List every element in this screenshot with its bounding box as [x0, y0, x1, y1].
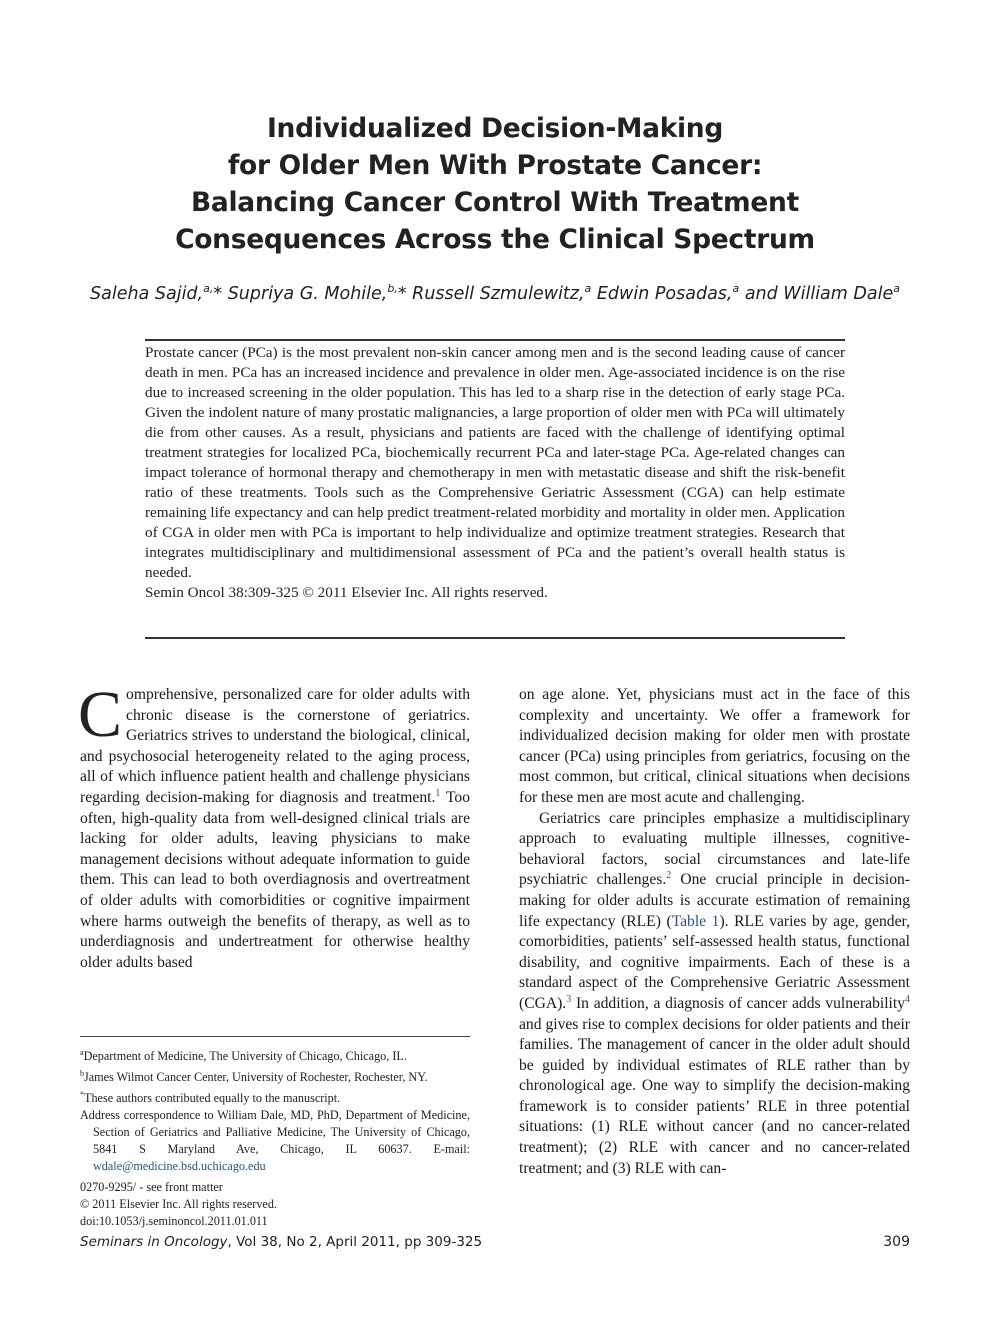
footnote-text: Department of Medicine, The University of Chicago, Chicago, IL. — [83, 1049, 407, 1064]
title-line: for Older Men With Prostate Cancer: — [227, 150, 763, 181]
body-text: Geriatrics care principles emphasize a multidisciplinary approach to evaluating multiple illnesses, cognitive-behavioral factors, social circumstances and late-life psychiatric challenges. — [519, 809, 910, 889]
author-name: Saleha Sajid, — [90, 283, 204, 304]
title-line: Consequences Across the Clinical Spectrum — [175, 224, 815, 255]
footnote-text: James Wilmot Cancer Center, University of Rochester, Rochester, NY. — [84, 1070, 428, 1085]
affiliation-mark: a — [584, 282, 592, 295]
body-column-left — [78, 678, 471, 973]
table-link[interactable]: Table 1 — [671, 912, 720, 930]
body-text: Too often, high-quality data from well-designed clinical trials are lacking for older adults, leaving physicians to make management decisions without adequate information to guide them. This can lead to both overdiagnosis and overtreatment of older adults with comorbidities or cognitive impairment where harms outweigh the benefits of therapy, as well as to underdiagnosis and undertreatment for otherwise healthy older adults based — [80, 788, 471, 971]
body-column-right — [519, 685, 910, 1179]
body-text: and gives rise to complex decisions for older patients and their families. The management of cancer in the older adult should be guided by individual estimates of RLE rather than by chronological age. One way to simplify the decision-making framework is to consider patients’ RLE in three potential situations: (1) RLE without cancer (and no cancer-related treatment); (2) RLE with cancer and no cancer-related treatment; and (3) RLE with can- — [519, 1015, 910, 1177]
body-paragraph: on age alone. Yet, physicians must act in the face of this complexity and uncertainty. We offer a framework for individualized decision making for older men with prostate cancer (PCa) using principles from geriatrics, focusing on the most common, but critical, clinical situations when decisions for these men are most acute and challenging. — [519, 686, 910, 806]
journal-footer — [80, 1234, 482, 1250]
abstract — [145, 343, 845, 603]
doi-line: doi:10.1053/j.seminoncol.2011.01.011 — [80, 1214, 268, 1229]
author-name: Russell Szmulewitz, — [412, 283, 585, 304]
body-text: In addition, a diagnosis of cancer adds vulnerability — [571, 994, 905, 1012]
affiliation-mark: b, — [387, 282, 398, 295]
footnote-mark: * — [80, 1090, 84, 1100]
footnote-text: Address correspondence to William Dale, MD, PhD, Department of Medicine, Section of Geriatrics and Palliative Medicine, The University of Chicago, 5841 S Maryland Ave, Chicago, IL 60637. E-mail: — [80, 1108, 470, 1157]
affiliation-footnote — [80, 1065, 470, 1086]
title-line: Balancing Cancer Control With Treatment — [191, 187, 799, 218]
correspondence-footnote — [80, 1107, 470, 1175]
journal-name: Seminars in Oncology — [80, 1234, 228, 1250]
issn-line: 0270-9295/ - see front matter — [80, 1180, 223, 1195]
body-text: One crucial principle in decision-making for older adults is accurate estimation of remaining life expectancy (RLE) ( — [519, 871, 910, 930]
footnote-mark: b — [80, 1069, 84, 1079]
author-name: Supriya G. Mohile, — [227, 283, 388, 304]
body-text: omprehensive, personalized care for older adults with chronic disease is the cornerstone of geriatrics. Geriatrics strives to understand the biological, clinical, and psychosocial heterogeneity related to the aging process, all of which influence patient health and challenge physicians regarding decision-making for diagnosis and treatment. — [80, 686, 470, 806]
abstract-bottom-rule — [145, 637, 845, 639]
author-name: Edwin Posadas, — [596, 283, 733, 304]
email-link[interactable]: wdale@medicine.bsd.uchicago.edu — [93, 1159, 266, 1174]
abstract-top-rule — [145, 339, 845, 341]
equal-contribution-footnote — [80, 1086, 470, 1107]
affiliation-mark: a — [732, 282, 740, 295]
footnote-mark: a — [80, 1048, 84, 1057]
page-number: 309 — [883, 1234, 910, 1250]
abstract-citation: Semin Oncol 38:309-325 © 2011 Elsevier Inc. All rights reserved. — [145, 584, 548, 601]
reference-link[interactable]: 2 — [666, 870, 672, 882]
affiliation-mark: a — [893, 282, 900, 295]
reference-link[interactable]: 3 — [566, 993, 572, 1005]
issue-details: , Vol 38, No 2, April 2011, pp 309-325 — [227, 1234, 483, 1250]
affiliation-mark: a, — [203, 282, 214, 295]
copyright-line: © 2011 Elsevier Inc. All rights reserved. — [80, 1197, 277, 1212]
article-title — [0, 110, 990, 258]
footnotes — [80, 1044, 470, 1230]
author-separator: * — [213, 283, 228, 304]
affiliation-footnote — [80, 1044, 470, 1065]
author-separator: * — [397, 283, 413, 304]
reference-link[interactable]: 4 — [905, 993, 910, 1005]
abstract-text: Prostate cancer (PCa) is the most prevalent non-skin cancer among men and is the second leading cause of cancer death in men. PCa has an increased incidence and prevalence in older men. Age-associated incidence is on the rise due to increased screening in the older population. This has led to a sharp rise in the detection of early stage PCa. Given the indolent nature of many prostatic malignancies, a large proportion of older men with PCa will ultimately die from other causes. As a result, physicians and patients are faced with the challenge of identifying optimal treatment strategies for localized PCa, biochemically recurrent PCa and later-stage PCa. Age-related changes can impact tolerance of hormonal therapy and chemotherapy in men with metastatic disease and shift the risk-benefit ratio of these treatments. Tools such as the Comprehensive Geriatric Assessment (CGA) can help estimate remaining life expectancy and can help predict treatment-related morbidity and mortality in older men. Application of CGA in older men with PCa is important to help individualize and optimize treatment strategies. Research that integrates multidisciplinary and multidimensional assessment of PCa and the patient’s overall health status is needed. — [145, 344, 845, 581]
body-text: ). RLE varies by age, gender, comorbidities, patients’ self-assessed health status, functional disability, and cognitive impairments. Each of these is a standard aspect of the Comprehensive Geriatric Assessment (CGA). — [519, 912, 910, 1012]
footnote-text: These authors contributed equally to the manuscript. — [84, 1091, 341, 1106]
footnote-rule — [80, 1036, 470, 1037]
drop-cap: C — [78, 678, 123, 751]
author-list — [0, 282, 990, 304]
author-name: and William Dale — [744, 283, 894, 304]
body-paragraph — [78, 678, 471, 973]
body-paragraph — [519, 809, 910, 1180]
title-line: Individualized Decision-Making — [266, 113, 724, 144]
reference-link[interactable]: 1 — [435, 787, 441, 799]
